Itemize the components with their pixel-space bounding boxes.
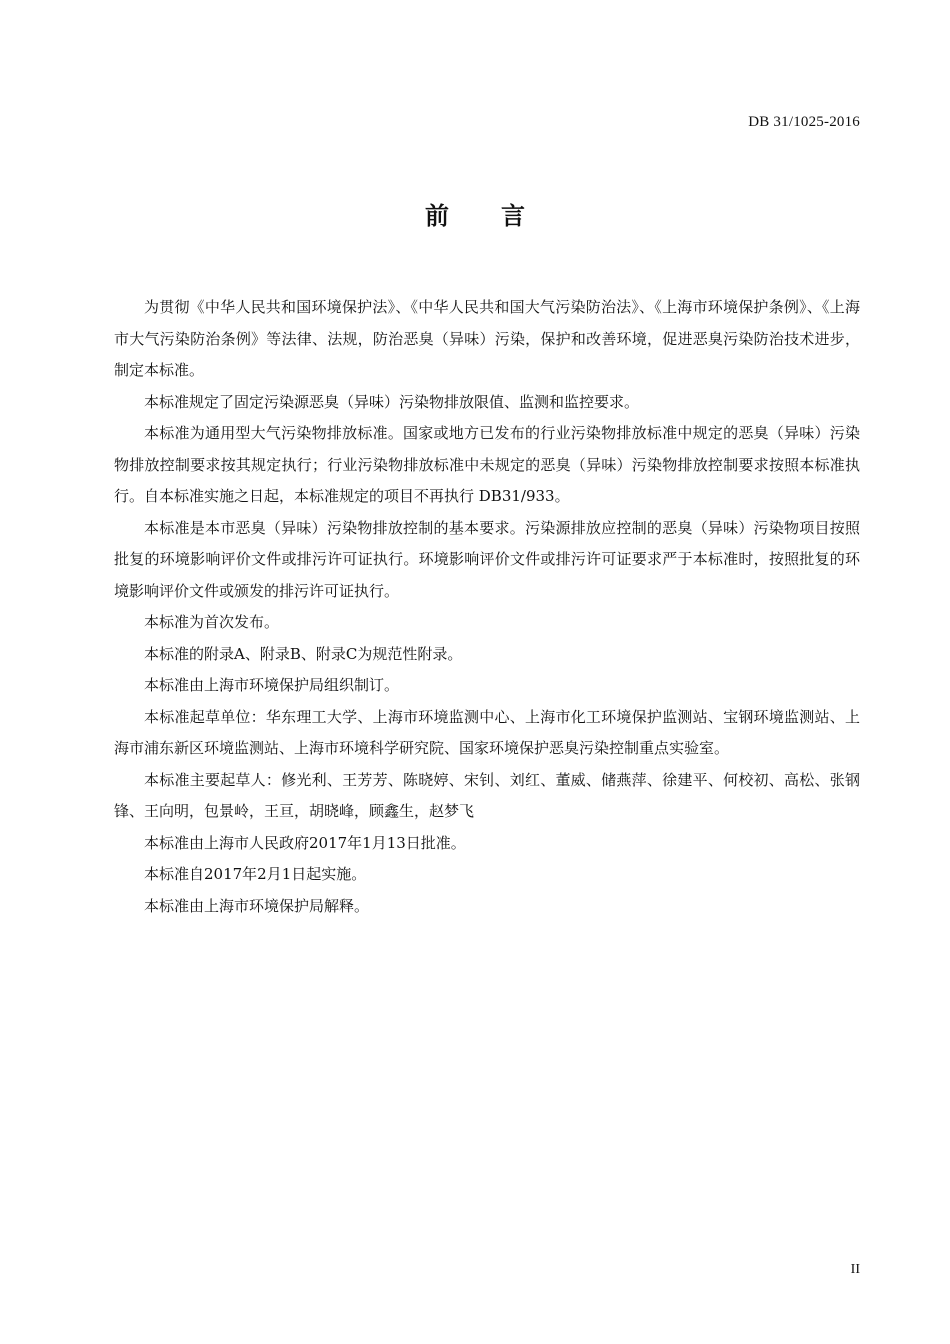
foreword-body xyxy=(114,292,860,922)
paragraph: 本标准由上海市环境保护局解释。 xyxy=(144,896,370,915)
paragraph: 本标准为首次发布。 xyxy=(144,613,280,631)
paragraph: 本标准主要起草人：修光利、王芳芳、陈晓婷、宋钊、刘红、董威、储燕萍、徐建平、何校初、高松、张钢锋、王向明，包景岭，王亘，胡晓峰，顾鑫生，赵梦飞 xyxy=(114,770,860,820)
standard-code: DB 31/1025-2016 xyxy=(748,114,860,130)
paragraph: 为贯彻《中华人民共和国环境保护法》、《中华人民共和国大气污染防治法》、《上海市环境保护条例》、《上海市大气污染防治条例》等法律、法规，防治恶臭（异味）污染，保护和改善环境，促进恶臭污染防治技术进步，制定本标准。 xyxy=(114,298,860,379)
paragraph: 本标准由上海市人民政府2017年1月13日批准。 xyxy=(144,833,466,852)
paragraph: 本标准自2017年2月1日起实施。 xyxy=(144,865,367,883)
title-char-2: 言 xyxy=(501,202,525,230)
paragraph: 本标准由上海市环境保护局组织制订。 xyxy=(144,676,400,694)
title-char-1: 前 xyxy=(425,202,449,230)
page-number: II xyxy=(850,1262,860,1277)
page-title xyxy=(0,196,950,231)
paragraph: 本标准是本市恶臭（异味）污染物排放控制的基本要求。污染源排放应控制的恶臭（异味）污染物项目按照批复的环境影响评价文件或排污许可证执行。环境影响评价文件或排污许可证要求严于本标准时，按照批复的环境影响评价文件或颁发的排污许可证执行。 xyxy=(114,518,860,600)
paragraph: 本标准起草单位：华东理工大学、上海市环境监测中心、上海市化工环境保护监测站、宝钢环境监测站、上海市浦东新区环境监测站、上海市环境科学研究院、国家环境保护恶臭污染控制重点实验室。 xyxy=(114,707,860,757)
paragraph: 本标准为通用型大气污染物排放标准。国家或地方已发布的行业污染物排放标准中规定的恶臭（异味）污染物排放控制要求按其规定执行；行业污染物排放标准中未规定的恶臭（异味）污染物排放控制要求按照本标准执行。自本标准实施之日起，本标准规定的项目不再执行 DB31/933。 xyxy=(114,424,860,505)
paragraph: 本标准规定了固定污染源恶臭（异味）污染物排放限值、监测和监控要求。 xyxy=(144,392,640,411)
paragraph: 本标准的附录A、附录B、附录C为规范性附录。 xyxy=(144,644,463,663)
